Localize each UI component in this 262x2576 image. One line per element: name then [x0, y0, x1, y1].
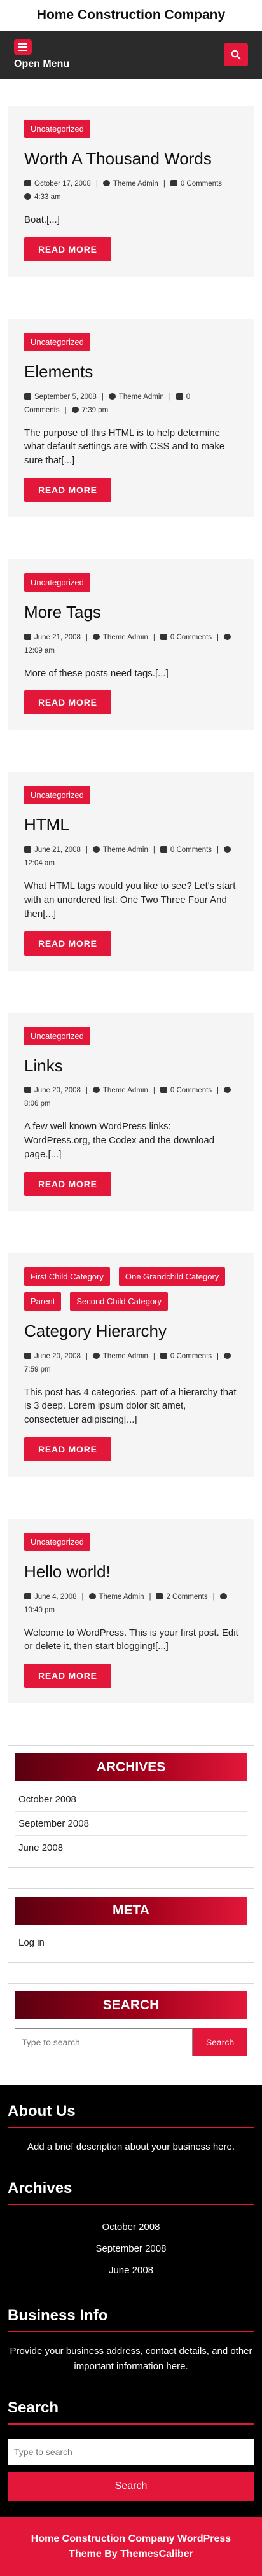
post-excerpt: The purpose of this HTML is to help determine what default settings are with CSS and to make sure that[...]: [24, 427, 225, 466]
post-title[interactable]: More Tags: [24, 602, 101, 622]
footer-about-text: Add a brief description about your business here.: [27, 2141, 235, 2153]
archive-link[interactable]: June 2008: [108, 2265, 154, 2276]
user-icon: [93, 634, 100, 640]
category-tag[interactable]: Uncategorized: [24, 120, 90, 138]
post-categories: [24, 1027, 239, 1045]
post-time: 12:09 am: [24, 646, 55, 655]
post-meta: September 5, 2008 | Theme Admin | 0 Comments | 7:39 pm: [24, 393, 191, 414]
calendar-icon: [24, 180, 31, 186]
footer-widget-title: Archives: [8, 2180, 254, 2205]
post-time: 10:40 pm: [24, 1606, 55, 1614]
navbar: [0, 31, 262, 79]
clock-icon: [220, 1593, 227, 1599]
post-meta: October 17, 2008 | Theme Admin | 0 Comments |4:33 am: [24, 178, 239, 204]
post-date[interactable]: September 5, 2008: [34, 393, 97, 401]
post-categories: [24, 573, 239, 592]
post-date[interactable]: October 17, 2008: [34, 179, 91, 188]
post-meta: June 21, 2008 | Theme Admin | 0 Comments |12:04 am: [24, 844, 239, 870]
post-author[interactable]: Theme Admin: [102, 846, 148, 854]
sidebar: [0, 1745, 262, 2064]
post-categories: [24, 333, 239, 351]
post-card: [8, 772, 254, 970]
post-card: [8, 106, 254, 277]
read-more-button[interactable]: READ MORE: [24, 931, 111, 956]
site-header: [0, 0, 262, 79]
user-icon: [93, 1087, 100, 1093]
category-tag[interactable]: Uncategorized: [24, 786, 90, 804]
widget-title: ARCHIVES: [15, 1753, 247, 1781]
hamburger-icon[interactable]: [14, 39, 32, 55]
calendar-icon: [24, 634, 31, 640]
post-author[interactable]: Theme Admin: [102, 1352, 148, 1360]
post-time: 8:06 pm: [24, 1100, 51, 1108]
post-meta: June 20, 2008 | Theme Admin | 0 Comments |7:59 pm: [24, 1350, 239, 1377]
clock-icon: [224, 846, 231, 853]
post-list: [0, 79, 262, 1703]
archive-link[interactable]: September 2008: [15, 1812, 247, 1836]
read-more-button[interactable]: READ MORE: [24, 478, 111, 502]
read-more-button[interactable]: READ MORE: [24, 1664, 111, 1688]
post-date[interactable]: June 20, 2008: [34, 1352, 81, 1360]
post-author[interactable]: Theme Admin: [102, 1087, 148, 1095]
archive-link[interactable]: October 2008: [15, 1788, 247, 1812]
footer-search: [8, 2399, 254, 2501]
read-more-button[interactable]: READ MORE: [24, 690, 111, 714]
post-comments[interactable]: 0 Comments: [180, 179, 223, 188]
search-button[interactable]: Search: [193, 2028, 247, 2056]
footer-widget-title: Business Info: [8, 2307, 254, 2332]
post-time: 7:39 pm: [81, 406, 109, 414]
footer-business-info: [8, 2307, 254, 2374]
post-title[interactable]: Hello world!: [24, 1561, 111, 1581]
category-tag[interactable]: Uncategorized: [24, 1027, 90, 1045]
post-title[interactable]: HTML: [24, 815, 69, 835]
footer-search-input[interactable]: [8, 2439, 254, 2465]
site-title[interactable]: Home Construction Company: [36, 8, 226, 22]
post-excerpt: What HTML tags would you like to see? Let's start with an unordered list: One Two Three Four And then[...]: [24, 881, 236, 919]
user-icon: [103, 180, 110, 186]
post-date[interactable]: June 20, 2008: [34, 1087, 81, 1095]
post-card: [8, 559, 254, 730]
footer-widget-title: About Us: [8, 2103, 254, 2128]
widget-title: SEARCH: [15, 1991, 247, 2019]
post-comments[interactable]: 0 Comments: [24, 393, 191, 414]
category-tag[interactable]: Uncategorized: [24, 1533, 90, 1551]
comments-icon: [160, 846, 167, 853]
post-meta: June 20, 2008 | Theme Admin | 0 Comments |8:06 pm: [24, 1084, 239, 1111]
footer-widget-title: Search: [8, 2399, 254, 2425]
archive-link[interactable]: September 2008: [95, 2243, 167, 2255]
comments-icon: [160, 634, 167, 640]
comments-icon: [156, 1593, 163, 1599]
category-tag[interactable]: Uncategorized: [24, 573, 90, 592]
post-excerpt: This post has 4 categories, part of a hierarchy that is 3 deep. Lorem ipsum dolor sit amet, consectetuer adipiscing[...]: [24, 1386, 237, 1426]
comments-icon: [176, 393, 183, 400]
post-comments[interactable]: 0 Comments: [170, 1087, 212, 1095]
user-icon: [89, 1593, 96, 1599]
open-menu-button[interactable]: [14, 39, 69, 70]
site-footer: [0, 2085, 262, 2517]
post-comments[interactable]: 0 Comments: [170, 846, 212, 854]
calendar-icon: [24, 1087, 31, 1093]
footer-about: [8, 2103, 254, 2154]
post-categories: [24, 786, 239, 804]
search-toggle-button[interactable]: [224, 43, 248, 66]
post-categories: [24, 1267, 239, 1311]
category-tag[interactable]: Parent: [24, 1292, 61, 1311]
post-author[interactable]: Theme Admin: [102, 633, 148, 641]
search-widget: [8, 1983, 254, 2064]
meta-list: [15, 1931, 247, 1954]
post-card: [8, 1013, 254, 1211]
clock-icon: [224, 1087, 231, 1093]
category-tag[interactable]: Uncategorized: [24, 333, 90, 351]
read-more-button[interactable]: READ MORE: [24, 237, 111, 261]
login-link[interactable]: Log in: [18, 1937, 45, 1949]
search-icon: [231, 50, 241, 60]
post-excerpt: Boat.[...]: [24, 214, 60, 225]
comments-icon: [160, 1353, 167, 1359]
post-comments[interactable]: 0 Comments: [170, 1352, 212, 1360]
post-meta: June 21, 2008 | Theme Admin | 0 Comments |12:09 am: [24, 631, 239, 658]
post-date[interactable]: June 21, 2008: [34, 633, 81, 641]
read-more-button[interactable]: READ MORE: [24, 1172, 111, 1196]
clock-icon: [224, 1353, 231, 1359]
footer-archives-list: [8, 2217, 254, 2281]
user-icon: [109, 393, 116, 400]
user-icon: [93, 846, 100, 853]
post-author[interactable]: Theme Admin: [118, 393, 164, 401]
footer-search-button[interactable]: Search: [8, 2472, 254, 2501]
post-categories: [24, 1533, 239, 1551]
clock-icon: [24, 193, 31, 200]
post-title[interactable]: Category Hierarchy: [24, 1321, 167, 1340]
footer-business-text: Provide your business address, contact details, and other important information here.: [10, 2346, 252, 2372]
footer-archives: [8, 2180, 254, 2281]
post-excerpt: A few well known WordPress links: WordPress.org, the Codex and the download page.[...]: [24, 1121, 215, 1160]
post-author[interactable]: Theme Admin: [99, 1592, 144, 1601]
comments-icon: [160, 1087, 167, 1093]
post-date[interactable]: June 21, 2008: [34, 846, 81, 854]
post-categories: [24, 120, 239, 138]
clock-icon: [72, 407, 79, 413]
post-author[interactable]: Theme Admin: [113, 179, 158, 188]
category-tag[interactable]: One Grandchild Category: [119, 1267, 225, 1286]
post-title[interactable]: Links: [24, 1055, 63, 1075]
post-time: 12:04 am: [24, 860, 55, 868]
meta-widget: [8, 1888, 254, 1963]
open-menu-label[interactable]: Open Menu: [14, 59, 70, 69]
archive-link[interactable]: June 2008: [18, 1842, 64, 1854]
calendar-icon: [24, 1593, 31, 1599]
archives-list: [15, 1788, 247, 1860]
post-meta: June 4, 2008 | Theme Admin | 2 Comments |10:40 pm: [24, 1591, 239, 1617]
user-icon: [93, 1353, 100, 1359]
post-card: [8, 1519, 254, 1703]
calendar-icon: [24, 1353, 31, 1359]
comments-icon: [170, 180, 177, 186]
category-tag[interactable]: Second Child Category: [70, 1292, 168, 1311]
post-title[interactable]: Elements: [24, 361, 93, 381]
post-title[interactable]: Worth A Thousand Words: [24, 149, 212, 168]
post-card: [8, 1253, 254, 1477]
archive-link[interactable]: October 2008: [102, 2222, 160, 2233]
footer-credit[interactable]: Home Construction Company WordPress Theme By ThemesCaliber: [0, 2517, 262, 2576]
search-form: [15, 2028, 247, 2056]
post-comments[interactable]: 2 Comments: [166, 1592, 208, 1601]
post-time: 4:33 am: [34, 193, 61, 201]
archives-widget: [8, 1745, 254, 1868]
widget-title: META: [15, 1897, 247, 1925]
calendar-icon: [24, 846, 31, 853]
post-excerpt: Welcome to WordPress. This is your first post. Edit or delete it, then start blogging![...]: [24, 1627, 238, 1652]
read-more-button[interactable]: READ MORE: [24, 1437, 111, 1461]
post-excerpt: More of these posts need tags.[...]: [24, 667, 169, 679]
category-tag[interactable]: First Child Category: [24, 1267, 110, 1286]
clock-icon: [224, 634, 231, 640]
search-input[interactable]: [15, 2028, 193, 2056]
post-card: [8, 319, 254, 517]
post-date[interactable]: June 4, 2008: [34, 1592, 77, 1601]
post-time: 7:59 pm: [24, 1365, 51, 1374]
post-comments[interactable]: 0 Comments: [170, 633, 212, 641]
calendar-icon: [24, 393, 31, 400]
